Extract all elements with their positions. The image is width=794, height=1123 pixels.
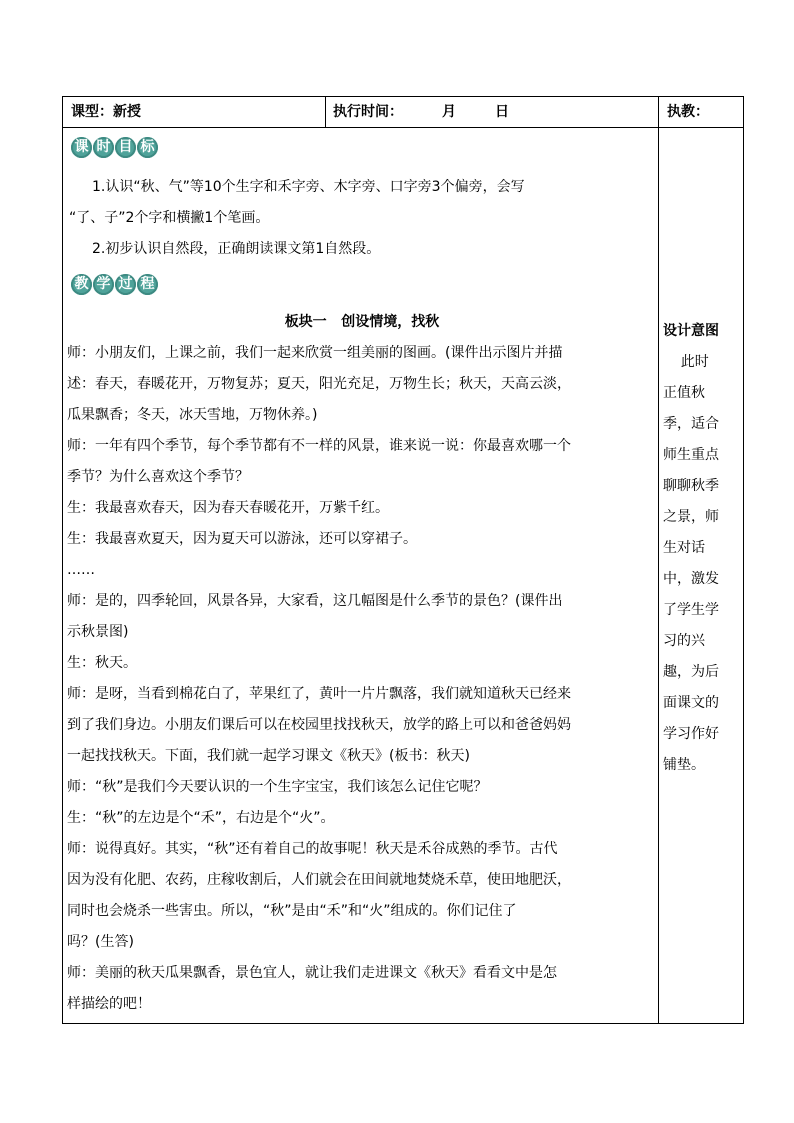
design-intent-line: 了学生学: [663, 602, 719, 618]
dialogue-line: 师：是呀，当看到棉花白了，苹果红了，黄叶一片片飘落，我们就知道秋天已经来: [67, 686, 571, 702]
dialogue-line: 师：说得真好。其实，“秋”还有着自己的故事呢！秋天是禾谷成熟的季节。古代: [67, 841, 558, 857]
badge-char: 教: [71, 274, 92, 295]
badge-char: 课: [71, 137, 92, 158]
design-intent-title: 设计意图: [663, 323, 719, 339]
exec-time-cell: 执行时间： 月 日: [333, 104, 509, 120]
dialogue-line: 因为没有化肥、农药，庄稼收割后，人们就会在田间就地焚烧禾草，使田地肥沃，: [67, 872, 571, 888]
dialogue-line: 师：是的，四季轮回，风景各异，大家看，这几幅图是什么季节的景色？(课件出: [67, 593, 563, 609]
design-intent-line: 聊聊秋季: [663, 478, 719, 494]
objective-line: 1.认识“秋、气”等10个生字和禾字旁、木字旁、口字旁3个偏旁，会写: [92, 179, 525, 195]
design-intent-line: 之景，师: [663, 509, 719, 525]
table-header-row: [63, 97, 743, 128]
dialogue-line: ……: [67, 562, 95, 578]
dialogue-line: 师：一年有四个季节，每个季节都有不一样的风景，谁来说一说：你最喜欢哪一个: [67, 438, 571, 454]
design-intent-line: 学习作好: [663, 726, 719, 742]
design-intent-line: 习的兴: [663, 633, 705, 649]
design-intent-line: 生对话: [663, 540, 705, 556]
dialogue-line: 一起找找秋天。下面，我们就一起学习课文《秋天》(板书：秋天): [67, 748, 470, 764]
design-intent-line: 师生重点: [663, 447, 719, 463]
objective-line: “了、子”2个字和横撇1个笔画。: [69, 210, 270, 226]
lesson-plan-table: [62, 96, 744, 1024]
badge-char: 过: [115, 274, 136, 295]
badge-char: 目: [115, 137, 136, 158]
badge-char: 学: [93, 274, 114, 295]
dialogue-line: 瓜果飘香；冬天，冰天雪地，万物休养。): [67, 407, 318, 423]
dialogue-line: 述：春天，春暖花开，万物复苏；夏天，阳光充足，万物生长；秋天，天高云淡，: [67, 376, 571, 392]
design-intent-line: 中，激发: [663, 571, 719, 587]
dialogue-line: 同时也会烧杀一些害虫。所以，“秋”是由“禾”和“火”组成的。你们记住了: [67, 903, 517, 919]
objectives-badge: [71, 137, 158, 158]
badge-char: 标: [137, 137, 158, 158]
badge-char: 时: [93, 137, 114, 158]
section-title: 板块一 创设情境，找秋: [284, 314, 440, 330]
header-divider-1: [325, 97, 326, 128]
teacher-cell: 执教：: [667, 104, 709, 120]
design-intent-line: 此时: [663, 354, 709, 370]
process-badge: [71, 274, 158, 295]
dialogue-line: 生：秋天。: [67, 655, 137, 671]
dialogue-line: 师：“秋”是我们今天要认识的一个生字宝宝，我们该怎么记住它呢？: [67, 779, 488, 795]
dialogue-line: 生：我最喜欢夏天，因为夏天可以游泳，还可以穿裙子。: [67, 531, 417, 547]
design-intent-line: 面课文的: [663, 695, 719, 711]
objective-line: 2.初步认识自然段，正确朗读课文第1自然段。: [92, 241, 381, 257]
dialogue-line: 生：我最喜欢春天，因为春天春暖花开，万紫千红。: [67, 500, 389, 516]
design-intent-line: 季，适合: [663, 416, 719, 432]
dialogue-line: 样描绘的吧！: [67, 996, 151, 1012]
dialogue-line: 生：“秋”的左边是个“禾”，右边是个“火”。: [67, 810, 335, 826]
dialogue-line: 师：美丽的秋天瓜果飘香，景色宜人，就让我们走进课文《秋天》看看文中是怎: [67, 965, 557, 981]
badge-char: 程: [137, 274, 158, 295]
dialogue-line: 示秋景图): [67, 624, 129, 640]
design-intent-line: 正值秋: [663, 385, 705, 401]
dialogue-line: 吗？(生答): [67, 934, 134, 950]
design-intent-line: 铺垫。: [663, 757, 705, 773]
dialogue-line: 师：小朋友们，上课之前，我们一起来欣赏一组美丽的图画。(课件出示图片并描: [67, 345, 563, 361]
design-intent-line: 趣，为后: [663, 664, 719, 680]
course-type-cell: 课型：新授: [71, 104, 141, 120]
dialogue-line: 季节？为什么喜欢这个季节？: [67, 469, 249, 485]
dialogue-line: 到了我们身边。小朋友们课后可以在校园里找找秋天，放学的路上可以和爸爸妈妈: [67, 717, 571, 733]
